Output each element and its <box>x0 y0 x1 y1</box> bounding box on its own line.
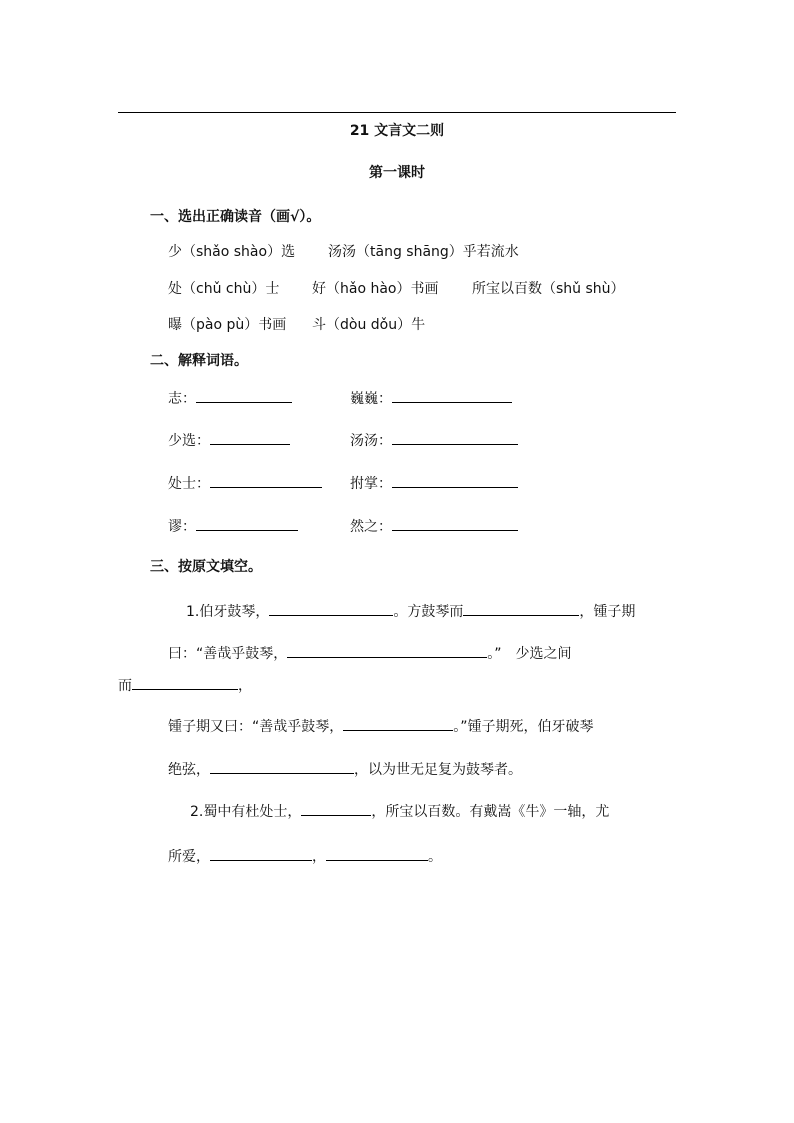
q1-line-2: 曰：“善哉乎鼓琴， 。” 少选之间 <box>168 643 572 663</box>
section2-heading: 二、解释词语。 <box>150 353 248 369</box>
answer-blank[interactable] <box>463 601 579 616</box>
answer-blank[interactable] <box>210 430 290 445</box>
term-label: 汤汤： <box>350 433 392 449</box>
term-item <box>168 388 292 408</box>
section3-heading: 三、按原文填空。 <box>150 559 262 575</box>
term-label: 然之： <box>350 519 392 535</box>
answer-blank[interactable] <box>269 601 393 616</box>
term-item <box>168 430 290 450</box>
pinyin-item: 少（shǎo shào）选 <box>168 244 296 260</box>
term-label: 巍巍： <box>350 391 392 407</box>
pinyin-item: 处（chǔ chù）士 <box>168 281 280 297</box>
q2-line-2: 所爱， ， 。 <box>168 846 442 866</box>
term-label: 少选： <box>168 433 210 449</box>
term-item <box>350 430 518 450</box>
answer-blank[interactable] <box>326 846 428 861</box>
lesson-subtitle: 第一课时 <box>369 165 425 181</box>
pinyin-item: 所宝以百数（shǔ shù） <box>472 281 625 297</box>
pinyin-item: 曝（pào pù）书画 <box>168 317 287 333</box>
q1-line-4: 锺子期又曰：“善哉乎鼓琴， 。”锺子期死，伯牙破琴 <box>168 716 594 736</box>
answer-blank[interactable] <box>196 388 292 403</box>
answer-blank[interactable] <box>210 846 312 861</box>
q1-line-3: 而 ， <box>118 675 252 695</box>
answer-blank[interactable] <box>196 516 298 531</box>
lesson-title: 21 文言文二则 <box>349 123 445 139</box>
pinyin-item: 汤汤（tāng shāng）乎若流水 <box>328 244 519 260</box>
term-label: 处士： <box>168 476 210 492</box>
answer-blank[interactable] <box>287 643 487 658</box>
answer-blank[interactable] <box>210 473 322 488</box>
term-label: 谬： <box>168 519 196 535</box>
term-item <box>350 388 512 408</box>
term-item <box>168 473 322 493</box>
answer-blank[interactable] <box>343 716 453 731</box>
pinyin-item: 好（hǎo hào）书画 <box>312 281 439 297</box>
term-item <box>350 473 518 493</box>
answer-blank[interactable] <box>392 516 518 531</box>
answer-blank[interactable] <box>392 430 518 445</box>
answer-blank[interactable] <box>392 388 512 403</box>
q1-line-1: 1.伯牙鼓琴， 。方鼓琴而 ，锺子期 <box>186 601 635 621</box>
pinyin-item: 斗（dòu dǒu）牛 <box>312 317 426 333</box>
answer-blank[interactable] <box>301 801 371 816</box>
section1-heading: 一、选出正确读音（画√）。 <box>150 209 321 225</box>
header-rule <box>118 112 676 113</box>
q1-line-5: 绝弦， ，以为世无足复为鼓琴者。 <box>168 759 522 779</box>
term-item <box>168 516 298 536</box>
q2-line-1: 2.蜀中有杜处士， ，所宝以百数。有戴嵩《牛》一轴，尤 <box>190 801 609 821</box>
term-item <box>350 516 518 536</box>
term-label: 拊掌： <box>350 476 392 492</box>
answer-blank[interactable] <box>392 473 518 488</box>
answer-blank[interactable] <box>132 675 238 690</box>
term-label: 志： <box>168 391 196 407</box>
answer-blank[interactable] <box>210 759 354 774</box>
